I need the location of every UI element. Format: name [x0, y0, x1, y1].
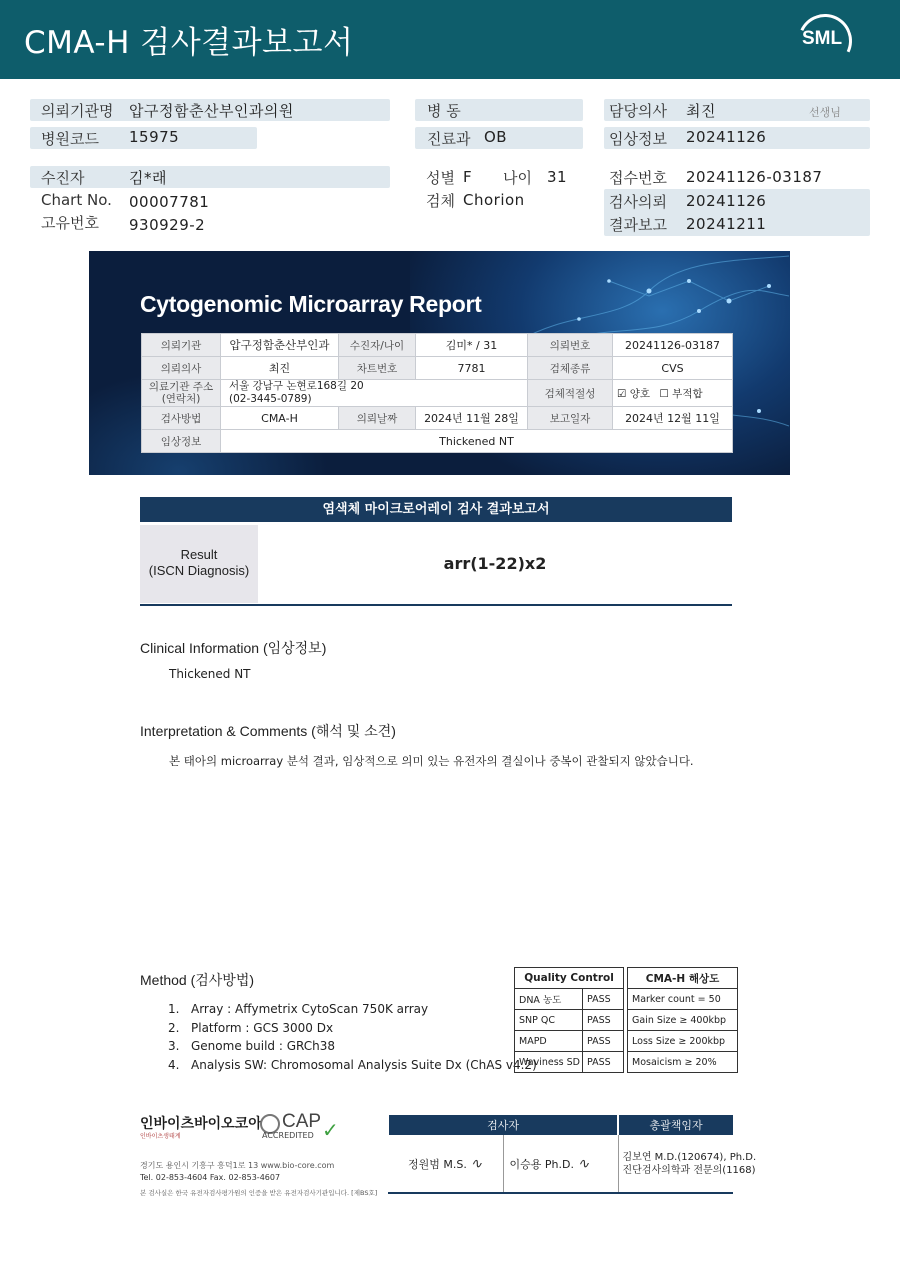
result-label-1: Result [180, 547, 218, 562]
banner-patient-label: 수진자/나이 [339, 334, 416, 357]
banner-addr-label-2: (연락처) [161, 393, 201, 405]
table-row [515, 1010, 624, 1031]
table-row [515, 989, 624, 1010]
banner-patient-value: 김미* / 31 [416, 334, 528, 357]
signature-2-icon: ∿ [577, 1155, 590, 1172]
examiner-label: 검사자 [388, 1115, 618, 1135]
result-label-2: (ISCN Diagnosis) [148, 563, 250, 578]
banner-inst-label: 의뢰기관 [142, 334, 221, 357]
banner-repdate-label: 보고일자 [528, 407, 613, 430]
qc-name: Waviness SD [515, 1052, 583, 1073]
resolution-row: Gain Size ≥ 400kbp [628, 1010, 738, 1031]
qc-name: DNA 농도 [515, 989, 583, 1010]
banner-method-label: 검사방법 [142, 407, 221, 430]
examiner-2-cell [503, 1135, 618, 1193]
qc-name: MAPD [515, 1031, 583, 1052]
signature-table [387, 1115, 757, 1194]
banner-reqno-label: 의뢰번호 [528, 334, 613, 357]
banner-clin-label: 임상정보 [142, 430, 221, 453]
doctor-suffix: 선생님 [809, 106, 841, 119]
sex-value: F [463, 168, 473, 186]
method-item-text: Platform : GCS 3000 Dx [191, 1020, 334, 1035]
footer-tel: Tel. 02-853-4604 Fax. 02-853-4607 [140, 1173, 281, 1182]
footer-note: 본 검사실은 한국 유전자검사평가원의 인증을 받은 유전자검사기관입니다. [제BS호] [140, 1189, 378, 1197]
clinical-label: 임상정보 [609, 130, 667, 148]
accession-value: 20241126-03187 [686, 168, 823, 186]
age-label: 나이 [503, 169, 532, 187]
banner-chart-label: 차트번호 [339, 357, 416, 380]
specimen-label: 검체 [426, 192, 455, 210]
specimen-value: Chorion [463, 191, 525, 209]
age-value: 31 [547, 168, 568, 186]
qc-title: Quality Control [515, 968, 624, 989]
banner-addr-label-cell [142, 380, 221, 407]
dept-value: OB [484, 128, 508, 146]
signature-1-icon: ∿ [470, 1155, 483, 1172]
banner-spec-value: CVS [613, 357, 733, 380]
qc-name: SNP QC [515, 1010, 583, 1031]
result-divider [140, 604, 732, 606]
method-item-number: 3. [168, 1039, 180, 1053]
interpretation-text: 본 태아의 microarray 분석 결과, 임상적으로 의미 있는 유전자의 결실이나 중복이 관찰되지 않았습니다. [169, 754, 694, 768]
unique-label: 고유번호 [41, 214, 99, 232]
banner-bad-value: 부적합 [672, 387, 703, 400]
cap-text: CAP [282, 1111, 322, 1132]
sex-label: 성별 [426, 169, 455, 187]
banner-doctor-value: 최진 [221, 357, 339, 380]
check-icon: ✓ [322, 1118, 339, 1142]
method-item-text: Analysis SW: Chromosomal Analysis Suite Dx (ChAS v4.2) [191, 1057, 537, 1072]
doctor-label: 담당의사 [609, 102, 667, 120]
clinical-value: 20241126 [686, 128, 767, 146]
list-item [168, 1000, 537, 1019]
method-item-text: Array : Affymetrix CytoScan 750K array [191, 1002, 429, 1016]
examiner-1-cell [388, 1135, 503, 1193]
clinical-text: Thickened NT [169, 667, 251, 681]
banner-repdate-value: 2024년 12월 11일 [613, 407, 733, 430]
method-heading: Method (검사방법) [140, 972, 255, 988]
chart-label: Chart No. [41, 191, 112, 209]
director-1: 김보연 M.D.(120674), Ph.D. [622, 1151, 757, 1163]
list-item [168, 1056, 537, 1075]
ward-label: 병 동 [427, 102, 461, 120]
resolution-row: Mosaicism ≥ 20% [628, 1052, 738, 1073]
cap-sub: ACCREDITED [262, 1131, 314, 1140]
empty-box-icon: ☐ [659, 387, 669, 400]
patient-value: 김*래 [129, 169, 167, 187]
cytogenomic-banner [89, 251, 790, 475]
list-item [168, 1019, 537, 1038]
header-bar [0, 0, 900, 79]
result-label [140, 525, 258, 603]
logo-text: SML [802, 28, 843, 49]
result-header: 염색체 마이크로어레이 검사 결과보고서 [140, 497, 732, 522]
banner-doctor-label: 의뢰의사 [142, 357, 221, 380]
chart-value: 00007781 [129, 193, 210, 211]
method-item-number: 2. [168, 1020, 180, 1035]
qc-status: PASS [583, 989, 624, 1010]
banner-info-table [141, 333, 733, 453]
table-row [515, 1052, 624, 1073]
quality-control-table [514, 967, 624, 1073]
table-row [628, 1031, 738, 1052]
banner-chart-value: 7781 [416, 357, 528, 380]
interpretation-heading: Interpretation & Comments (해석 및 소견) [140, 723, 396, 739]
qc-status: PASS [583, 1010, 624, 1031]
method-item-text: Genome build : GRCh38 [191, 1039, 335, 1053]
request-value: 20241126 [686, 192, 767, 210]
banner-clin-value: Thickened NT [221, 430, 733, 453]
patient-label: 수진자 [41, 169, 85, 187]
institution-value: 압구정함춘산부인과의원 [129, 102, 294, 120]
table-row [628, 1052, 738, 1073]
hospital-code-label: 병원코드 [41, 130, 99, 148]
director-cell [618, 1135, 757, 1193]
banner-addr-value: 서울 강남구 논현로168길 20 [229, 380, 364, 392]
banner-reqdate-label: 의뢰날짜 [339, 407, 416, 430]
resolution-title: CMA-H 해상도 [628, 968, 738, 989]
banner-addr-cell [221, 380, 528, 407]
doctor-value: 최진 [686, 102, 716, 120]
banner-adequacy-label: 검체적절성 [528, 380, 613, 407]
org-sub: 인바이츠생태계 [140, 1133, 181, 1140]
banner-method-value: CMA-H [221, 407, 339, 430]
report-label: 결과보고 [609, 216, 667, 234]
resolution-row: Marker count = 50 [628, 989, 738, 1010]
org-name: 인바이츠바이오코아 [140, 1116, 262, 1132]
table-row [628, 1010, 738, 1031]
dept-label: 진료과 [427, 130, 471, 148]
method-item-number: 1. [168, 1002, 180, 1016]
table-row [515, 1031, 624, 1052]
banner-good-value: 양호 [629, 387, 651, 400]
banner-reqdate-value: 2024년 11월 28일 [416, 407, 528, 430]
banner-phone-value: (02-3445-0789) [229, 393, 312, 405]
report-value: 20241211 [686, 215, 767, 233]
list-item [168, 1037, 537, 1056]
qc-status: PASS [583, 1031, 624, 1052]
hospital-code-value: 15975 [129, 128, 180, 146]
examiner-1: 정원범 M.S. [408, 1157, 467, 1171]
method-list [168, 1000, 537, 1074]
table-row [628, 989, 738, 1010]
resolution-table [627, 967, 738, 1073]
director-label: 총괄책임자 [618, 1115, 733, 1135]
footer-address: 경기도 용인시 기흥구 흥덕1로 13 www.bio-core.com [140, 1161, 335, 1170]
banner-inst-value: 압구정함춘산부인과 [221, 334, 339, 357]
accession-label: 접수번호 [609, 169, 667, 187]
result-value: arr(1-22)x2 [443, 554, 547, 573]
unique-value: 930929-2 [129, 216, 206, 234]
banner-reqno-value: 20241126-03187 [613, 334, 733, 357]
method-item-number: 4. [168, 1057, 180, 1072]
report-title: CMA-H 검사결과보고서 [24, 25, 354, 61]
banner-adequacy-cell [613, 380, 733, 407]
checked-box-icon: ☑ [617, 387, 627, 400]
banner-spec-label: 검체종류 [528, 357, 613, 380]
request-label: 검사의뢰 [609, 193, 667, 211]
banner-addr-label: 의료기관 주소 [148, 381, 214, 393]
director-2: 진단검사의학과 전문의(1168) [622, 1164, 756, 1176]
resolution-row: Loss Size ≥ 200kbp [628, 1031, 738, 1052]
examiner-2: 이승용 Ph.D. [509, 1157, 574, 1171]
sml-logo [798, 14, 852, 68]
clinical-heading: Clinical Information (임상정보) [140, 640, 327, 656]
institution-label: 의뢰기관명 [41, 102, 114, 120]
banner-title: Cytogenomic Microarray Report [140, 291, 482, 317]
qc-status: PASS [583, 1052, 624, 1073]
